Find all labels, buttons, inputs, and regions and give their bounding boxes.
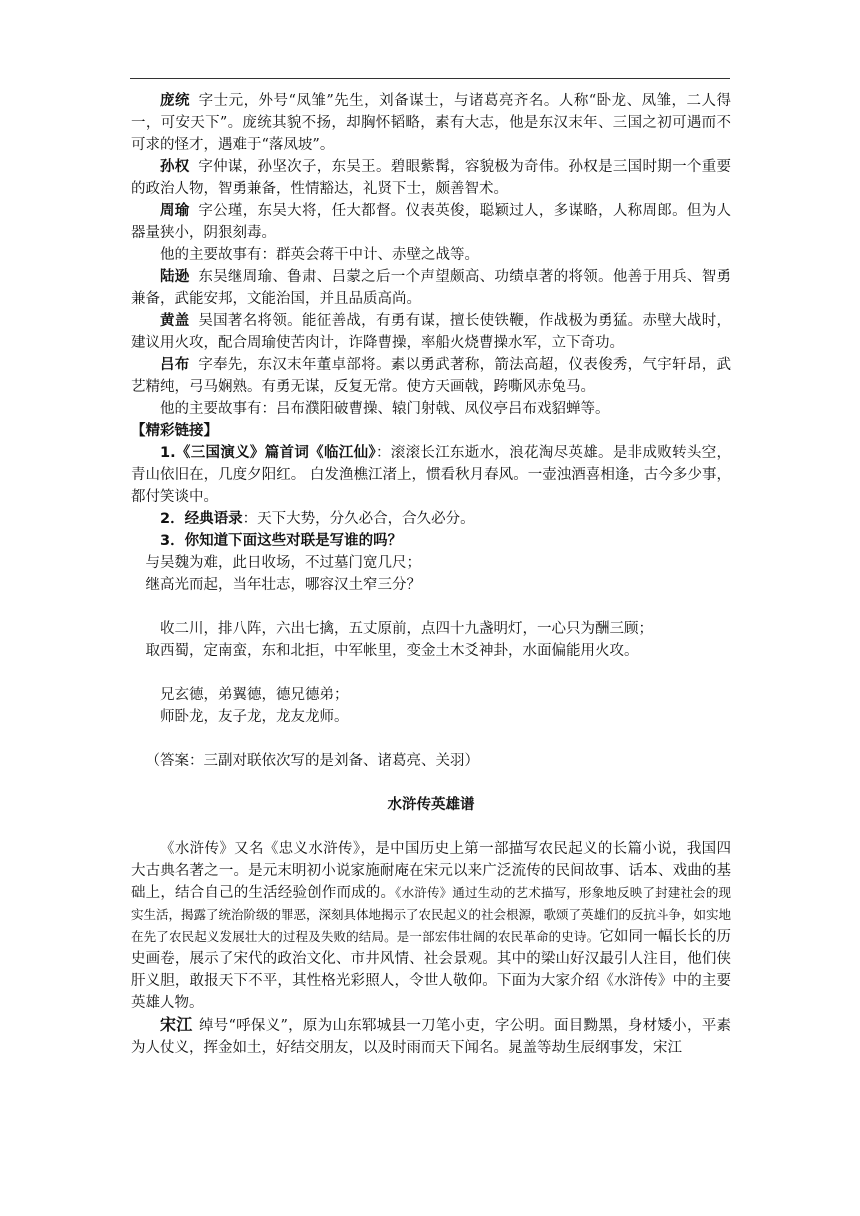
section-title: 水浒传英雄谱 xyxy=(387,797,475,813)
character-desc: 字奉先，东汉末年董卓部将。素以勇武著称，箭法高超，仪表俊秀，气宇轩昂，武艺精纯，弓马娴熟。有勇无谋，反复无常。使方天画戟，跨嘶风赤兔马。 xyxy=(131,357,732,395)
character-entry xyxy=(131,310,731,354)
link-item xyxy=(131,442,731,508)
character-desc: 东吴继周瑜、鲁肃、吕蒙之后一个声望颇高、功绩卓著的将领。他善于用兵、智勇兼备，武能安邦，文能治国，并且品质高尚。 xyxy=(131,269,732,307)
character-desc: 字仲谋，孙坚次子，东吴王。碧眼紫髯，容貌极为奇伟。孙权是三国时期一个重要的政治人物，智勇兼备，性情豁达，礼贤下士，颇善智术。 xyxy=(131,159,732,197)
spacer xyxy=(131,772,731,794)
character-desc: 绰号“呼保义”，原为山东郓城县一刀笔小吏，字公明。面目黝黑，身材矮小，平素为人仗义，挥金如土，好结交朋友，以及时雨而天下闻名。晁盖等劫生辰纲事发，宋江 xyxy=(131,1018,731,1056)
character-desc: 字士元，外号“凤雏”先生，刘备谋士，与诸葛亮齐名。人称“卧龙、凤雏，二人得一，可安天下”。庞统其貌不扬，却胸怀韬略，素有大志，他是东汉末年、三国之初可遇而不可求的怪才，遇难于“落凤坡”。 xyxy=(131,93,731,153)
spacer xyxy=(131,816,731,838)
couplet-line: 继高光而起，当年壮志，哪容汉土窄三分？ xyxy=(145,577,421,593)
couplet-line: 与吴魏为难，此日收场，不过墓门宽几尺； xyxy=(145,555,421,571)
story-note: 他的主要故事有：群英会蒋干中计、赤壁之战等。 xyxy=(160,247,479,263)
couplet-line: 取西蜀，定南蛮，东和北拒，中军帐里，变金土木爻神卦，水面偏能用火攻。 xyxy=(145,643,639,659)
link-item-title: 1.《三国演义》篇首词《临江仙》 xyxy=(160,445,376,461)
link-item-text: ：滚滚长江东逝水，浪花淘尽英雄。是非成败转头空，青山依旧在，几度夕阳红。 白发渔樵江渚上，惯看秋月春风。一壶浊酒喜相逢，古今多少事，都付笑谈中。 xyxy=(131,445,731,505)
link-item-title: 2．经典语录 xyxy=(160,511,243,527)
spacer xyxy=(131,596,731,618)
story-note: 他的主要故事有：吕布濮阳破曹操、辕门射戟、凤仪亭吕布戏貂蝉等。 xyxy=(160,401,610,417)
spacer xyxy=(131,728,731,750)
intro-text: 它如同一幅长长的历史画卷，展示了宋代的政治文化、市井风情、社会景观。其中的梁山好汉最引人注目，他们侠肝义胆，敢报天下不平，其性格光彩照人，令世人敬仰。下面为大家介绍《水浒传》中的主要英雄人物。 xyxy=(131,929,731,1011)
character-entry xyxy=(131,354,731,398)
intro-paragraph xyxy=(131,838,731,1014)
couplet-line: 兄玄德，弟翼德，德兄德弟； xyxy=(160,687,349,703)
character-name: 陆逊 xyxy=(160,269,190,285)
character-name: 孙权 xyxy=(160,159,190,175)
header-rule xyxy=(130,78,730,79)
section-heading: 【精彩链接】 xyxy=(131,423,218,439)
intro-text: 《水浒传》又名《忠义水浒传》，是中国历史上第一部描写农民起义的长篇小说，我国四大古典名著之一。是元末明初小说家施耐庵在宋元以来广泛流传的民间故事、话本、戏曲的基础上，结合自己的生活经验创作而成的。 xyxy=(131,841,731,901)
character-entry xyxy=(131,156,731,200)
character-name: 周瑜 xyxy=(160,203,190,219)
couplet-line: 收二川，排八阵，六出七擒，五丈原前，点四十九盏明灯，一心只为酬三顾； xyxy=(160,621,653,637)
link-item-title: 3．你知道下面这些对联是写谁的吗？ xyxy=(160,533,403,549)
intro-text-small: 《水浒传》通过生动的艺术描写，形象地反映了封建社会的现实生活，揭露了统治阶级的罪恶，深刻具体地揭示了农民起义的社会根源，歌颂了英雄们的反抗斗争，如实地在先了农民起义发展壮大的过程及失败的结局。是一部宏伟壮阔的农民革命的史诗。 xyxy=(131,885,732,944)
spacer xyxy=(131,662,731,684)
character-entry xyxy=(131,266,731,310)
document-body xyxy=(131,90,731,1059)
character-desc: 字公瑾，东吴大将，任大都督。仪表英俊，聪颖过人，多谋略，人称周郎。但为人器量狭小，阴狠刻毒。 xyxy=(131,203,732,241)
character-entry xyxy=(131,1014,731,1059)
couplet-line: 师卧龙，友子龙，龙友龙师。 xyxy=(160,709,349,725)
character-entry xyxy=(131,200,731,244)
link-item-text: ：天下大势，分久必合，合久必分。 xyxy=(242,511,475,527)
character-name: 宋江 xyxy=(160,1015,193,1034)
character-desc: 吴国著名将领。能征善战，有勇有谋，擅长使铁鞭，作战极为勇猛。赤壁大战时，建议用火攻，配合周瑜使苦肉计，诈降曹操，率船火烧曹操水军，立下奇功。 xyxy=(131,313,732,351)
character-name: 黄盖 xyxy=(160,313,190,329)
character-name: 庞统 xyxy=(160,93,190,109)
character-entry xyxy=(131,90,731,156)
answer-note: （答案：三副对联依次写的是刘备、诸葛亮、关羽） xyxy=(145,753,479,769)
character-name: 吕布 xyxy=(160,357,190,373)
link-item xyxy=(131,508,731,530)
